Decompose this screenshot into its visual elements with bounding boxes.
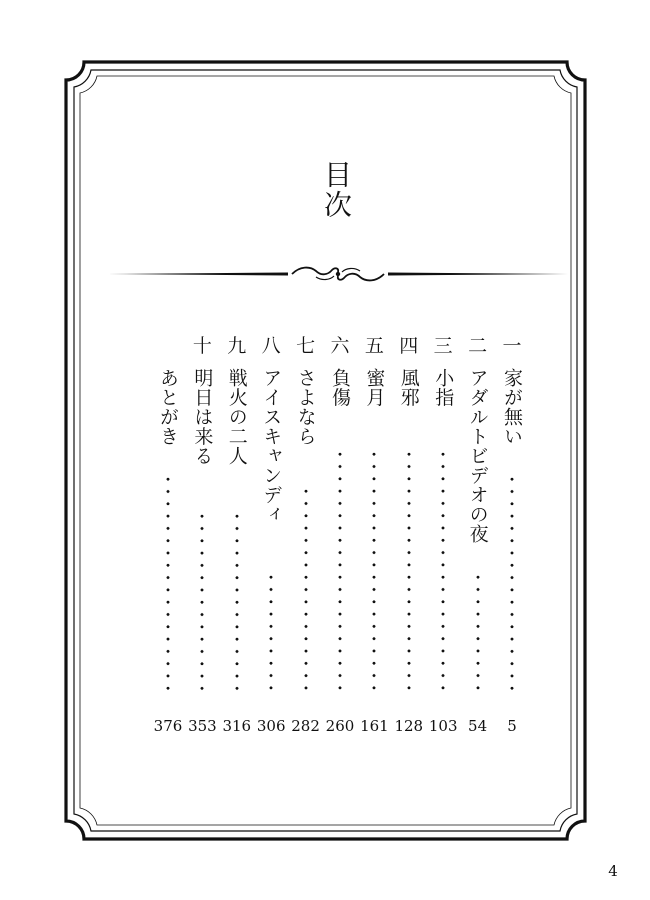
dot-leader bbox=[166, 473, 170, 694]
chapter-number: 九 bbox=[227, 335, 247, 357]
chapter-number: 八 bbox=[261, 335, 281, 357]
chapter-number: 三 bbox=[433, 335, 453, 357]
chapter-number: 四 bbox=[399, 335, 419, 357]
chapter-page-number: 376 bbox=[153, 717, 183, 735]
chapter-page-number: 282 bbox=[291, 717, 320, 735]
toc-entry[interactable] bbox=[394, 334, 424, 735]
chapter-title: 小指 bbox=[432, 368, 455, 407]
toc-entry[interactable] bbox=[153, 334, 183, 735]
dot-leader bbox=[407, 448, 411, 694]
dot-leader bbox=[235, 510, 239, 695]
toc-entry[interactable] bbox=[222, 334, 252, 735]
chapter-number: 十 bbox=[192, 335, 212, 357]
chapter-page-number: 103 bbox=[428, 717, 458, 735]
chapter-number: 一 bbox=[502, 335, 522, 357]
chapter-title: 負傷 bbox=[329, 368, 351, 407]
dot-leader bbox=[441, 448, 445, 694]
dot-leader bbox=[200, 510, 204, 695]
toc-entry[interactable] bbox=[497, 334, 527, 735]
chapter-title: 家が無い bbox=[501, 368, 523, 446]
dot-leader bbox=[269, 571, 273, 694]
chapter-page-number: 128 bbox=[394, 717, 424, 735]
chapter-title: 戦火の二人 bbox=[225, 368, 248, 466]
chapter-title: 風邪 bbox=[397, 368, 420, 407]
dot-leader bbox=[510, 473, 514, 694]
chapter-page-number: 306 bbox=[256, 717, 286, 735]
toc-entry[interactable] bbox=[359, 334, 389, 735]
chapter-title: さよなら bbox=[294, 368, 317, 446]
chapter-number: 七 bbox=[296, 335, 316, 357]
chapter-page-number: 5 bbox=[507, 717, 517, 735]
toc-entry[interactable] bbox=[291, 334, 321, 735]
toc-entry[interactable] bbox=[325, 334, 355, 735]
ornamental-divider bbox=[108, 262, 568, 286]
dot-leader bbox=[338, 448, 342, 694]
toc-entry[interactable] bbox=[463, 334, 493, 735]
toc-entry[interactable] bbox=[256, 334, 286, 735]
dot-leader bbox=[476, 571, 480, 694]
chapter-number: 五 bbox=[364, 335, 384, 357]
toc-entry[interactable] bbox=[187, 334, 217, 735]
chapter-page-number: 316 bbox=[222, 717, 252, 735]
chapter-number: 六 bbox=[330, 335, 350, 357]
chapter-page-number: 161 bbox=[360, 717, 389, 735]
chapter-page-number: 260 bbox=[325, 717, 355, 735]
chapter-number: 二 bbox=[468, 335, 488, 357]
chapter-title: アイスキャンディ bbox=[260, 368, 283, 524]
toc-entry[interactable] bbox=[428, 334, 458, 735]
dot-leader bbox=[304, 485, 308, 694]
chapter-title: 明日は来る bbox=[191, 368, 214, 466]
dot-leader bbox=[372, 448, 376, 694]
chapter-page-number: 54 bbox=[468, 717, 488, 735]
chapter-title: アダルトビデオの夜 bbox=[466, 368, 489, 544]
chapter-title: あとがき bbox=[157, 368, 179, 446]
toc-title: 目次 bbox=[320, 160, 353, 220]
chapter-page-number: 353 bbox=[188, 717, 217, 735]
chapter-title: 蜜月 bbox=[363, 368, 386, 407]
page-number: 4 bbox=[608, 862, 618, 880]
